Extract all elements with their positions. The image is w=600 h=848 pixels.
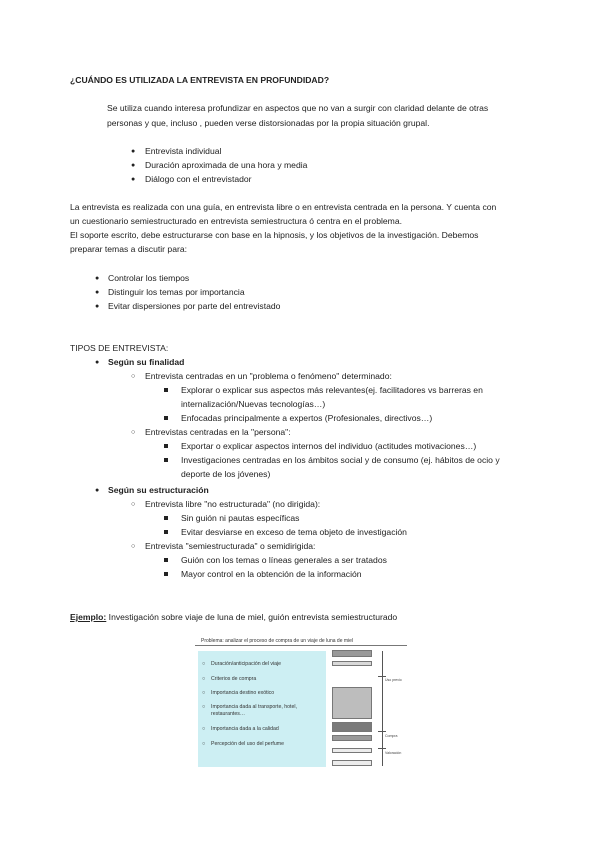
- ejemplo-label: Ejemplo:: [70, 612, 107, 622]
- ejemplo-text: Investigación sobre viaje de luna de miel, guión entrevista semiestructurado: [106, 612, 398, 622]
- paragraph-line: La entrevista es realizada con una guía, en entrevista libre o en entrevista centrada en la persona. Y cuenta con: [70, 202, 497, 212]
- bullet-icon: ●: [95, 487, 100, 494]
- figure-side-label: Uso previo: [385, 678, 402, 682]
- list-item: Enfocadas principalmente a expertos (Profesionales, directivos…): [181, 413, 433, 423]
- bullet-icon: ●: [95, 359, 100, 366]
- square-bullet-icon: [164, 530, 168, 534]
- paragraph-line: personas y que, incluso , pueden verse distorsionadas por la propia situación grupal.: [107, 118, 430, 128]
- figure-box: [332, 687, 372, 719]
- figure-row: ○ Duración/anticipación del viaje: [202, 661, 282, 667]
- list-item: Distinguir los temas por importancia: [108, 287, 245, 297]
- bullet-icon: ●: [131, 148, 136, 155]
- square-bullet-icon: [164, 388, 168, 392]
- circle-bullet-icon: ○: [131, 429, 136, 436]
- bullet-icon: ●: [131, 176, 136, 183]
- list-item-libre: Entrevista libre "no estructurada" (no dirigida):: [145, 499, 321, 509]
- figure-header: Problema: analizar el proceso de compra de un viaje de luna de miel: [195, 636, 407, 646]
- list-item: Investigaciones centradas en los ámbitos social y de consumo (ej. hábitos de ocio y: [181, 455, 500, 465]
- figure-box: [332, 661, 372, 666]
- list-item: Guión con los temas o líneas generales a ser tratados: [181, 555, 387, 565]
- list-item-semi: Entrevista "semiestructurada" o semidirigida:: [145, 541, 316, 551]
- circle-bullet-icon: ○: [131, 373, 136, 380]
- circle-bullet-icon: ○: [131, 543, 136, 550]
- list-item: deporte de los jóvenes): [181, 469, 271, 479]
- list-item: Sin guión ni pautas específicas: [181, 513, 300, 523]
- square-bullet-icon: [164, 516, 168, 520]
- figure-side-label: Compra: [385, 734, 398, 738]
- list-item: Evitar desviarse en exceso de tema objeto de investigación: [181, 527, 407, 537]
- list-item: Duración aproximada de una hora y media: [145, 160, 308, 170]
- list-item-finalidad: Según su finalidad: [108, 357, 185, 367]
- list-item: internalización/Nuevas tecnologías…): [181, 399, 326, 409]
- square-bullet-icon: [164, 572, 168, 576]
- square-bullet-icon: [164, 558, 168, 562]
- bullet-icon: ●: [95, 303, 100, 310]
- bullet-icon: ●: [131, 162, 136, 169]
- figure-tick: [378, 748, 386, 749]
- figure-row: ○ Importancia dada al transporte, hotel,: [202, 704, 297, 710]
- bullet-icon: ●: [95, 275, 100, 282]
- figure-box: [332, 735, 372, 741]
- figure-box: [332, 760, 372, 766]
- bullet-icon: ●: [95, 289, 100, 296]
- example-figure: [195, 636, 407, 770]
- list-item: Diálogo con el entrevistador: [145, 174, 252, 184]
- circle-bullet-icon: ○: [131, 501, 136, 508]
- figure-tick: [378, 676, 386, 677]
- figure-topics-panel: [198, 651, 326, 767]
- figure-row: ○ Importancia dada a la calidad: [202, 726, 279, 732]
- paragraph-line: un cuestionario semiestructurado en entrevista semiestructura ó centra en el problema.: [70, 216, 402, 226]
- section-title-tipos: TIPOS DE ENTREVISTA:: [70, 343, 169, 353]
- paragraph-line: Se utiliza cuando interesa profundizar en aspectos que no van a surgir con claridad delante de otras: [107, 103, 489, 113]
- figure-row: ○ Importancia destino exótico: [202, 690, 275, 696]
- list-item-estructuracion: Según su estructuración: [108, 485, 209, 495]
- figure-side-label: Valoración: [385, 751, 402, 755]
- figure-row: ○ Percepción del uso del perfume: [202, 741, 284, 747]
- figure-box: [332, 722, 372, 732]
- list-item: Controlar los tiempos: [108, 273, 190, 283]
- list-item: Mayor control en la obtención de la información: [181, 569, 362, 579]
- ejemplo-line: [70, 610, 397, 624]
- figure-row: restaurantes…: [211, 711, 246, 717]
- paragraph-line: El soporte escrito, debe estructurarse con base en la hipnosis, y los objetivos de la investigación. Debemos: [70, 230, 479, 240]
- list-item-persona: Entrevistas centradas en la "persona":: [145, 427, 291, 437]
- figure-box: [332, 650, 372, 657]
- paragraph-line: preparar temas a discutir para:: [70, 244, 188, 254]
- figure-box: [332, 748, 372, 753]
- list-item: Explorar o explicar sus aspectos más relevantes(ej. facilitadores vs barreras en: [181, 385, 483, 395]
- square-bullet-icon: [164, 444, 168, 448]
- section-title-cuando: ¿CUÁNDO ES UTILIZADA LA ENTREVISTA EN PROFUNDIDAD?: [70, 75, 330, 85]
- square-bullet-icon: [164, 416, 168, 420]
- square-bullet-icon: [164, 458, 168, 462]
- list-item: Exportar o explicar aspectos internos del individuo (actitudes motivaciones…): [181, 441, 477, 451]
- list-item-problema: Entrevista centradas en un "problema o fenómeno" determinado:: [145, 371, 392, 381]
- figure-tick: [378, 731, 386, 732]
- list-item: Entrevista individual: [145, 146, 222, 156]
- list-item: Evitar dispersiones por parte del entrevistado: [108, 301, 281, 311]
- figure-row: ○ Criterios de compra: [202, 676, 257, 682]
